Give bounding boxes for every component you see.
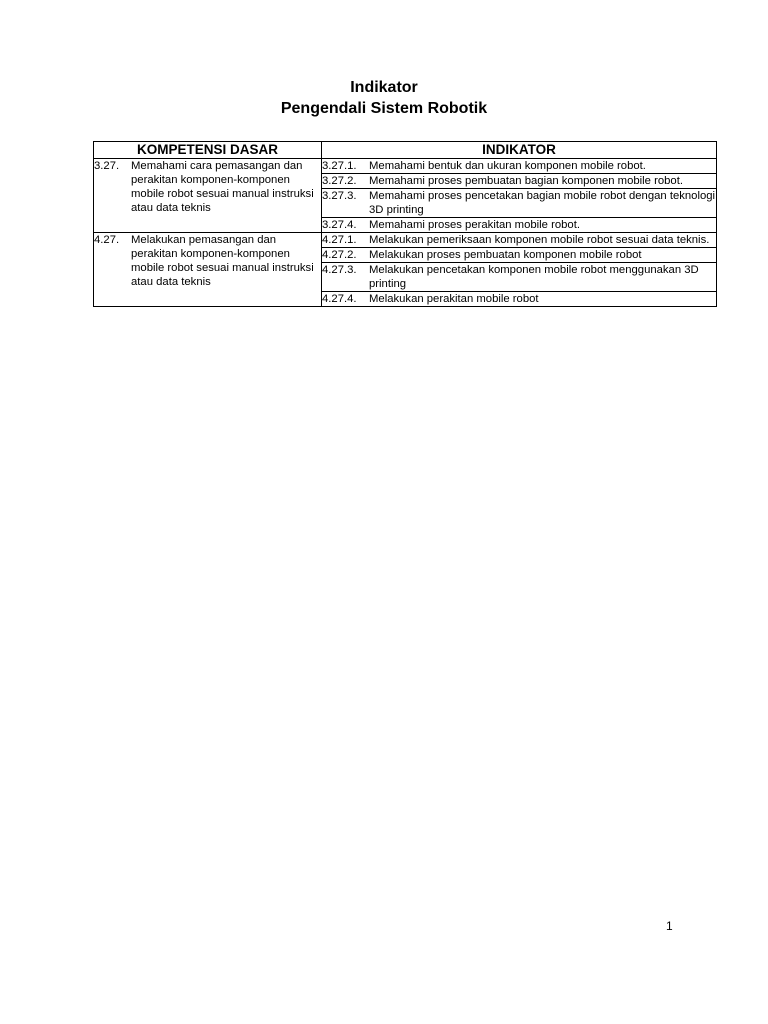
indicator-text: Memahami proses pembuatan bagian komponen mobile robot. — [369, 175, 683, 187]
indicator-number: 4.27.2. — [322, 249, 357, 261]
table-header-row — [94, 142, 717, 159]
indicator-cell — [322, 159, 717, 174]
indicator-cell — [322, 248, 717, 263]
table-row — [94, 159, 717, 174]
competency-table — [93, 141, 717, 307]
indicator-number: 3.27.4. — [322, 219, 357, 231]
header-kompetensi-dasar: KOMPETENSI DASAR — [94, 142, 322, 159]
kd-text: Memahami cara pemasangan dan perakitan komponen-komponen mobile robot sesuai manual instruksi atau data teknis — [131, 160, 314, 214]
document-title: Indikator — [350, 79, 418, 96]
kd-cell — [94, 233, 322, 307]
indicator-cell — [322, 233, 717, 248]
indicator-text: Memahami proses perakitan mobile robot. — [369, 219, 580, 231]
indicator-text: Melakukan pemeriksaan komponen mobile robot sesuai data teknis. — [369, 234, 710, 246]
kd-number: 4.27. — [94, 234, 120, 246]
indicator-cell — [322, 174, 717, 189]
indicator-text: Melakukan perakitan mobile robot — [369, 293, 539, 305]
kd-text: Melakukan pemasangan dan perakitan komponen-komponen mobile robot sesuai manual instruksi atau data teknis — [131, 234, 314, 288]
indicator-cell — [322, 218, 717, 233]
indicator-number: 4.27.1. — [322, 234, 357, 246]
indicator-cell — [322, 189, 717, 218]
indicator-number: 4.27.4. — [322, 293, 357, 305]
indicator-number: 3.27.1. — [322, 160, 357, 172]
document-subtitle: Pengendali Sistem Robotik — [280, 100, 488, 117]
indicator-number: 3.27.3. — [322, 190, 357, 202]
kd-number: 3.27. — [94, 160, 120, 172]
indicator-text: Memahami bentuk dan ukuran komponen mobile robot. — [369, 160, 646, 172]
indicator-text: Melakukan pencetakan komponen mobile robot menggunakan 3D printing — [369, 264, 699, 290]
indicator-number: 3.27.2. — [322, 175, 357, 187]
indicator-cell — [322, 263, 717, 292]
indicator-number: 4.27.3. — [322, 264, 357, 276]
header-indikator: INDIKATOR — [322, 142, 717, 159]
table-row — [94, 233, 717, 248]
page-number: 1 — [666, 919, 673, 933]
kd-cell — [94, 159, 322, 233]
indicator-text: Melakukan proses pembuatan komponen mobile robot — [369, 249, 642, 261]
indicator-text: Memahami proses pencetakan bagian mobile robot dengan teknologi 3D printing — [369, 190, 716, 216]
indicator-cell — [322, 292, 717, 307]
